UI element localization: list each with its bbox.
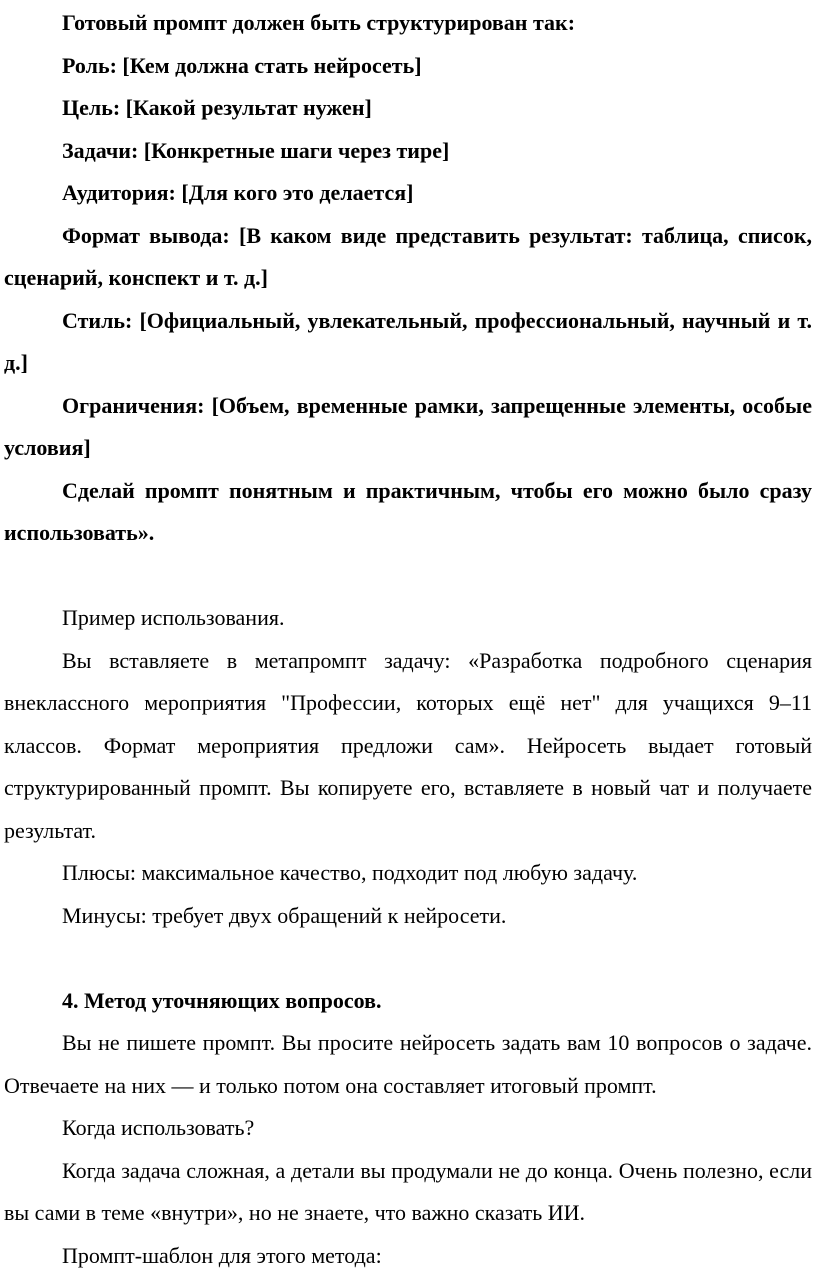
template-line-limits: Ограничения: [Объем, временные рамки, запрещенные элементы, особые условия] (4, 392, 812, 460)
section-title: 4. Метод уточняющих вопросов. (62, 987, 382, 1013)
when-heading: Когда использовать? (62, 1115, 255, 1140)
template-heading: Готовый промпт должен быть структурирован так: (62, 10, 576, 35)
template-line-role: Роль: [Кем должна стать нейросеть] (62, 52, 422, 78)
pros-paragraph: Плюсы: максимальное качество, подходит под любую задачу. (62, 860, 638, 885)
example-heading: Пример использования. (62, 605, 285, 630)
cons-paragraph: Минусы: требует двух обращений к нейросети. (62, 902, 507, 928)
template-line-goal: Цель: [Какой результат нужен] (62, 95, 372, 120)
section-paragraph: Вы не пишете промпт. Вы просите нейросеть задать вам 10 вопросов о задаче. Отвечаете на них — и только потом она составляет итоговый промпт. (4, 1030, 812, 1098)
template-label: Промпт-шаблон для этого метода: (62, 1242, 382, 1268)
template-line-style: Стиль: [Официальный, увлекательный, профессиональный, научный и т. д.] (4, 307, 812, 375)
template-line-format: Формат вывода: [В каком виде представить результат: таблица, список, сценарий, конспект и т. д.] (4, 222, 812, 290)
spacer (4, 937, 812, 980)
spacer (4, 555, 812, 598)
when-paragraph: Когда задача сложная, а детали вы продумали не до конца. Очень полезно, если вы сами в теме «внутри», но не знаете, что важно сказать ИИ. (4, 1157, 812, 1225)
example-paragraph: Вы вставляете в метапромпт задачу: «Разработка подробного сценария внеклассного мероприятия "Профессии, которых ещё нет" для учащихся 9–11 классов. Формат мероприятия предложи сам». Нейросеть выдает готовый структурированный промпт. Вы копируете его, вставляете в новый чат и получаете результат. (4, 647, 812, 843)
template-line-audience: Аудитория: [Для кого это делается] (62, 180, 414, 205)
template-line-closing: Сделай промпт понятным и практичным, чтобы его можно было сразу использовать». (4, 477, 812, 545)
template-line-tasks: Задачи: [Конкретные шаги через тире] (62, 137, 450, 163)
